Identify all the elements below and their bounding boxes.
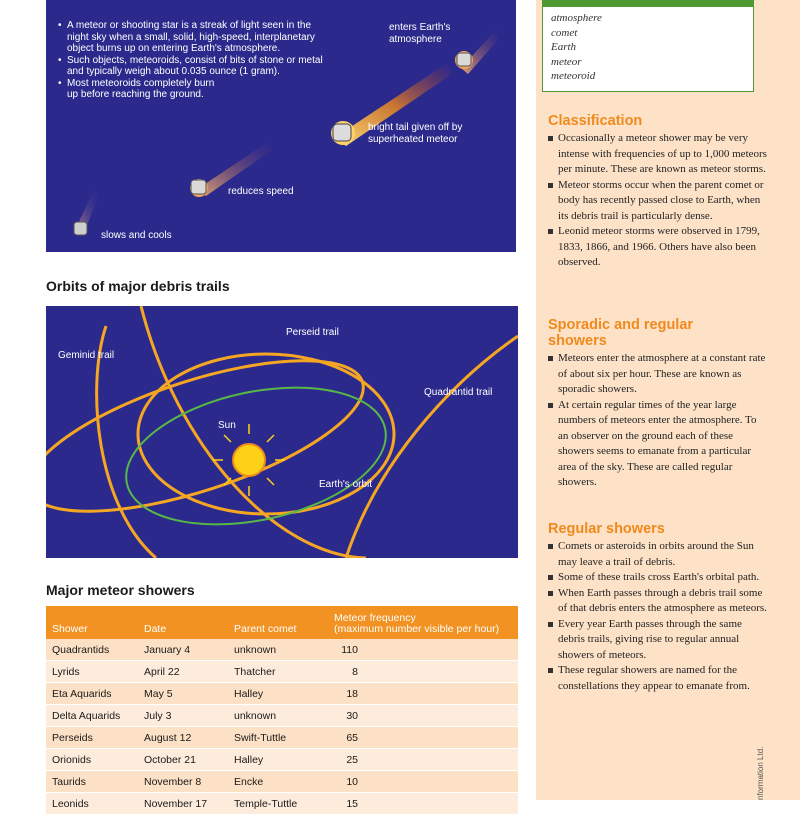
list-item: At certain regular times of the year large numbers of meteors enter the atmosphere. To an observer on the ground each of these showers seems to emanate from a particular area of the sky. These are called regular showers. <box>548 398 768 491</box>
table-row <box>46 749 518 771</box>
cell-frequency: 18 <box>328 683 518 705</box>
orbits-title: Orbits of major debris trails <box>46 278 230 294</box>
list-item: Occasionally a meteor shower may be very intense with frequencies of up to 1,000 meteors per minute. These are known as meteor storms. <box>548 131 768 178</box>
label-bright-tail: bright tail given off by superheated meteor <box>368 122 463 145</box>
orbits-diagram <box>46 306 518 558</box>
sporadic-heading: Sporadic and regular showers <box>548 317 694 349</box>
list-item: Comets or asteroids in orbits around the Sun may leave a trail of debris. <box>548 539 768 570</box>
cell-frequency: 110 <box>328 639 518 661</box>
cell-date: November 8 <box>138 771 228 793</box>
key-word: Earth <box>551 41 577 53</box>
key-word: atmosphere <box>551 12 602 24</box>
classification-heading: Classification <box>548 113 643 129</box>
table-row <box>46 727 518 749</box>
label-slows-cools: slows and cools <box>101 230 172 241</box>
cell-comet: unknown <box>228 639 328 661</box>
meteor-fact: • A meteor or shooting star is a streak of light seen in the night sky when a small, solid, high-speed, interplanetary object burns up on entering Earth's atmosphere. <box>58 20 328 55</box>
cell-date: October 21 <box>138 749 228 771</box>
cell-shower: Lyrids <box>46 661 138 683</box>
cell-shower: Orionids <box>46 749 138 771</box>
label-geminid: Geminid trail <box>58 350 115 361</box>
cell-frequency: 30 <box>328 705 518 727</box>
meteor-fact: • Most meteoroids completely burn up before reaching the ground. <box>58 78 217 101</box>
col-date: Date <box>144 623 167 635</box>
cell-date: May 5 <box>138 683 228 705</box>
key-words-list <box>543 7 753 84</box>
table-row <box>46 661 518 683</box>
cell-shower: Quadrantids <box>46 639 138 661</box>
cell-frequency: 15 <box>328 793 518 815</box>
col-shower: Shower <box>52 623 88 635</box>
orbits-drawing <box>46 306 518 558</box>
classification-list <box>548 131 768 271</box>
label-quadrantid: Quadrantid trail <box>424 387 493 398</box>
cell-comet: Thatcher <box>228 661 328 683</box>
col-frequency <box>328 606 518 639</box>
col-frequency-title: Meteor frequency <box>334 612 416 624</box>
cell-shower: Taurids <box>46 771 138 793</box>
cell-comet: Encke <box>228 771 328 793</box>
cell-frequency: 65 <box>328 727 518 749</box>
cell-shower: Leonids <box>46 793 138 815</box>
cell-shower: Perseids <box>46 727 138 749</box>
label-perseid: Perseid trail <box>286 327 339 338</box>
meteor-facts-list <box>58 20 328 101</box>
cell-date: January 4 <box>138 639 228 661</box>
label-earth-orbit: Earth's orbit <box>319 479 373 490</box>
list-item: Leonid meteor storms were observed in 1799, 1833, 1866, and 1966. Others have also been observed. <box>548 224 768 271</box>
label-sun: Sun <box>218 420 236 431</box>
copyright-text: nformation Ltd. <box>756 746 765 800</box>
meteor-fact: • Such objects, meteoroids, consist of bits of stone or metal and typically weigh about 0.035 ounce (1 gram). <box>58 55 328 78</box>
col-frequency-sub: (maximum number visible per hour) <box>334 623 500 635</box>
meteor-illustration <box>46 0 516 252</box>
key-word: meteoroid <box>551 70 596 82</box>
list-item: Meteor storms occur when the parent comet or body has recently passed close to Earth, when its debris trail is particularly dense. <box>548 178 768 225</box>
cell-shower: Eta Aquarids <box>46 683 138 705</box>
table-row <box>46 705 518 727</box>
showers-title: Major meteor showers <box>46 582 195 598</box>
cell-comet: unknown <box>228 705 328 727</box>
meteor-cooling <box>74 190 100 235</box>
cell-comet: Halley <box>228 683 328 705</box>
cell-frequency: 8 <box>328 661 518 683</box>
key-word: comet <box>551 26 578 39</box>
table-row <box>46 793 518 815</box>
key-words-box <box>542 0 754 92</box>
table-row <box>46 683 518 705</box>
table-row <box>46 639 518 661</box>
list-item: These regular showers are named for the constellations they appear to emanate from. <box>548 663 768 694</box>
regular-list <box>548 539 768 694</box>
label-enters-atmosphere: enters Earth's atmosphere <box>389 22 451 45</box>
cell-comet: Halley <box>228 749 328 771</box>
label-reduces-speed: reduces speed <box>228 186 294 197</box>
list-item: Every year Earth passes through the same debris trails, giving rise to regular annual showers of meteors. <box>548 617 768 664</box>
list-item: When Earth passes through a debris trail some of that debris enters the atmosphere as meteors. <box>548 586 768 617</box>
list-item: Meteors enter the atmosphere at a constant rate of about six per hour. These are known as sporadic showers. <box>548 351 768 398</box>
cell-comet: Temple-Tuttle <box>228 793 328 815</box>
cell-shower: Delta Aquarids <box>46 705 138 727</box>
cell-date: August 12 <box>138 727 228 749</box>
cell-date: April 22 <box>138 661 228 683</box>
key-word: meteor <box>551 55 582 68</box>
cell-frequency: 25 <box>328 749 518 771</box>
cell-frequency: 10 <box>328 771 518 793</box>
col-comet: Parent comet <box>234 623 297 635</box>
cell-date: July 3 <box>138 705 228 727</box>
regular-heading: Regular showers <box>548 521 665 537</box>
table-row <box>46 771 518 793</box>
list-item: Some of these trails cross Earth's orbital path. <box>548 570 768 586</box>
sporadic-list <box>548 351 768 491</box>
table-header-row <box>46 606 518 639</box>
cell-comet: Swift-Tuttle <box>228 727 328 749</box>
showers-table <box>46 606 518 815</box>
sidebar <box>536 0 800 800</box>
cell-date: November 17 <box>138 793 228 815</box>
